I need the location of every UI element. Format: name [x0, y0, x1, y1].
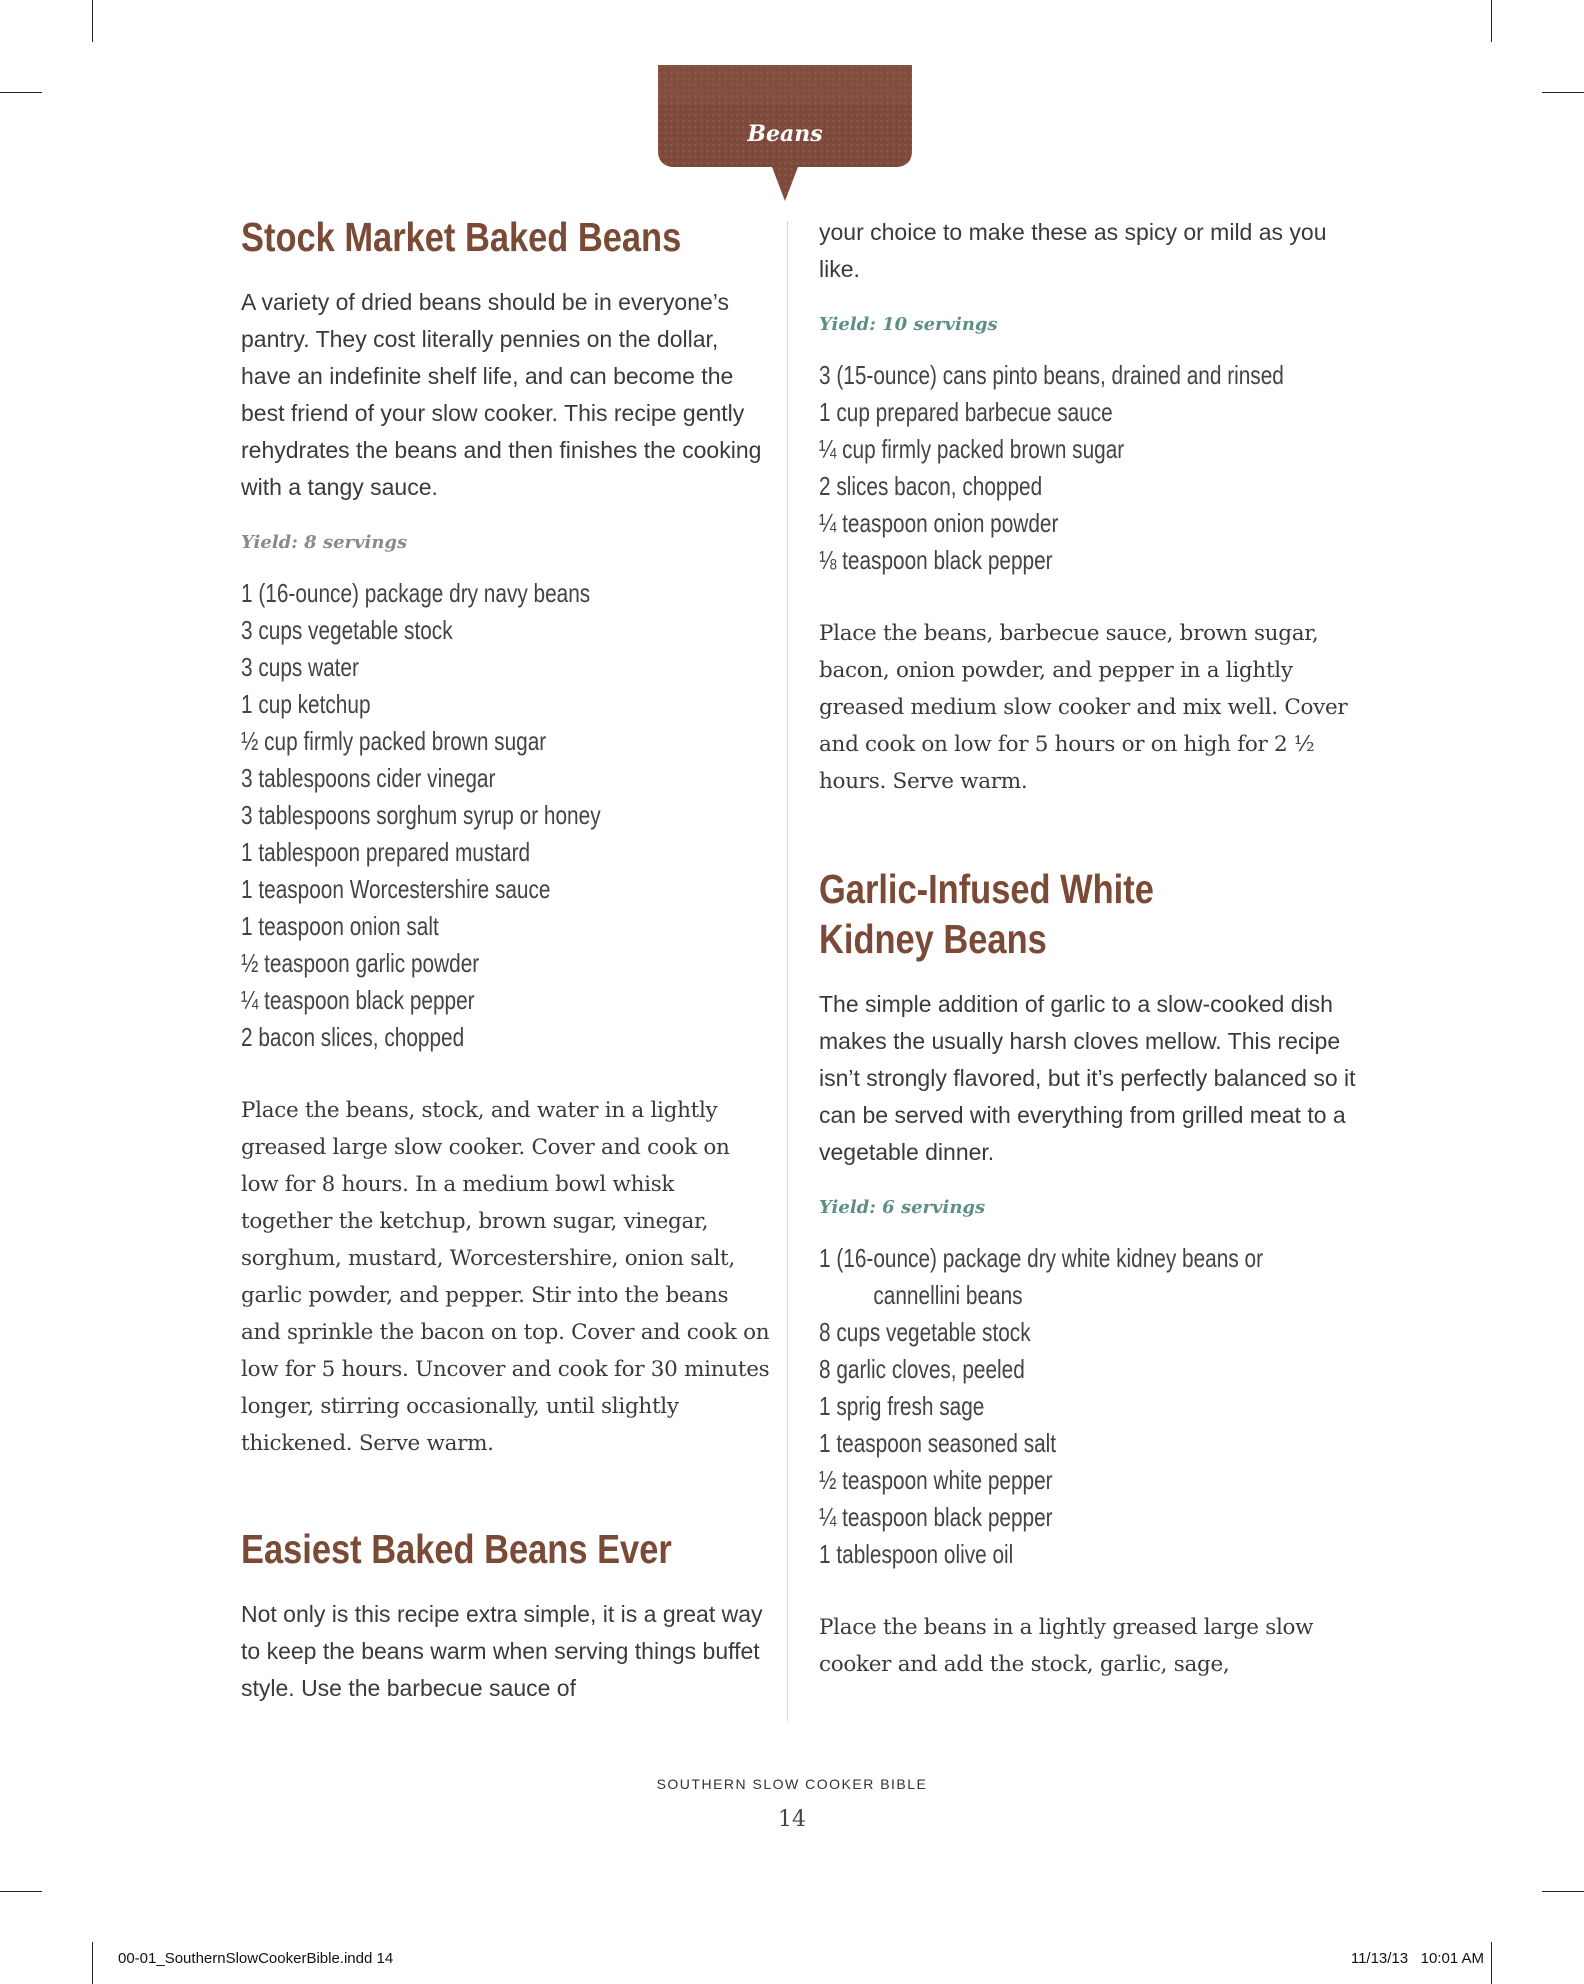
- recipe-method: Place the beans, stock, and water in a lightly greased large slow cooker. Cover and cook on low for 8 hours. In a medium bowl whisk together the ketchup, brown sugar, vinegar, sorghum, mustard, Worcestershire, onion salt, garlic powder, and pepper. Stir into the beans and sprinkle the bacon on top. Cover and cook on low for 5 hours. Uncover and cook for 30 minutes longer, stirring occasionally, until slightly thickened. Serve warm.: [241, 1098, 770, 1456]
- recipe-intro: Not only is this recipe extra simple, it is a great way to keep the beans warm when serving things buffet style. Use the barbecue sauce of: [241, 1601, 763, 1701]
- crop-mark: [0, 92, 42, 93]
- ingredient-item: 2 bacon slices, chopped: [241, 1022, 465, 1052]
- recipe-yield: Yield: 8 servings: [241, 532, 408, 553]
- crop-mark: [92, 0, 93, 42]
- crop-mark: [92, 1942, 93, 1984]
- section-label: Beans: [747, 121, 823, 147]
- ingredient-item: 1 cup prepared barbecue sauce: [819, 397, 1113, 427]
- ingredient-item: 3 tablespoons cider vinegar: [241, 763, 496, 793]
- recipe-yield: Yield: 10 servings: [819, 314, 998, 335]
- recipe-yield: Yield: 6 servings: [819, 1197, 986, 1218]
- ingredient-item: 8 cups vegetable stock: [819, 1317, 1031, 1347]
- crop-mark: [1542, 1891, 1584, 1892]
- ingredient-item: 3 cups vegetable stock: [241, 615, 453, 645]
- recipe-title: Easiest Baked Beans Ever: [241, 1526, 672, 1572]
- ingredient-item: 1 tablespoon prepared mustard: [241, 837, 531, 867]
- ingredient-item: 1 (16-ounce) package dry navy beans: [241, 578, 591, 608]
- ingredient-item: ¼ teaspoon black pepper: [241, 985, 475, 1015]
- column-divider: [787, 222, 788, 1722]
- ingredient-item: 2 slices bacon, chopped: [819, 471, 1043, 501]
- left-column: [241, 212, 771, 1707]
- ingredient-item: ⅛ teaspoon black pepper: [819, 545, 1053, 575]
- slug-file: 00-01_SouthernSlowCookerBible.indd 14: [118, 1950, 394, 1967]
- crop-mark: [1491, 1942, 1492, 1984]
- ingredient-item: ¼ teaspoon onion powder: [819, 508, 1059, 538]
- ingredient-item: 3 (15-ounce) cans pinto beans, drained and rinsed: [819, 360, 1284, 390]
- crop-mark: [1542, 92, 1584, 93]
- ingredient-item: 1 cup ketchup: [241, 689, 371, 719]
- ingredient-item: ¼ teaspoon black pepper: [819, 1502, 1053, 1532]
- ingredient-item: ½ teaspoon garlic powder: [241, 948, 480, 978]
- ingredient-item: 1 teaspoon Worcestershire sauce: [241, 874, 551, 904]
- ingredient-item: 8 garlic cloves, peeled: [819, 1354, 1025, 1384]
- ingredient-item-continued: cannellini beans: [873, 1280, 1023, 1310]
- recipe-title-line: Kidney Beans: [819, 916, 1047, 962]
- recipe-method: Place the beans, barbecue sauce, brown sugar, bacon, onion powder, and pepper in a lightly greased medium slow cooker and mix well. Cover and cook on low for 5 hours or on high for 2 ½ hours. Serve warm.: [819, 621, 1348, 794]
- right-column: [819, 212, 1359, 1683]
- ingredient-item: ½ cup firmly packed brown sugar: [241, 726, 547, 756]
- section-tab: [658, 65, 912, 165]
- slug-date-time: 11/13/13 10:01 AM: [1350, 1950, 1484, 1967]
- recipe-intro: The simple addition of garlic to a slow-cooked dish makes the usually harsh cloves mellow. This recipe isn’t strongly flavored, but it’s perfectly balanced so it can be served with everything from grilled meat to a vegetable dinner.: [819, 991, 1356, 1165]
- ingredient-list: [819, 357, 1359, 579]
- ingredient-item: 1 sprig fresh sage: [819, 1391, 985, 1421]
- recipe-method: Place the beans in a lightly greased large slow cooker and add the stock, garlic, sage,: [819, 1615, 1314, 1677]
- ingredient-item: 3 tablespoons sorghum syrup or honey: [241, 800, 601, 830]
- ingredient-item: ¼ cup firmly packed brown sugar: [819, 434, 1125, 464]
- ingredient-item: 1 teaspoon onion salt: [241, 911, 439, 941]
- ingredient-item: 1 teaspoon seasoned salt: [819, 1428, 1057, 1458]
- ingredient-item: ½ teaspoon white pepper: [819, 1465, 1053, 1495]
- ingredient-item: 1 (16-ounce) package dry white kidney beans or: [819, 1243, 1263, 1273]
- recipe-title: [819, 864, 1340, 964]
- recipe-intro: A variety of dried beans should be in everyone’s pantry. They cost literally pennies on the dollar, have an indefinite shelf life, and can become the best friend of your slow cooker. This recipe gently rehydrates the beans and then finishes the cooking with a tangy sauce.: [241, 289, 762, 500]
- crop-mark: [0, 1891, 42, 1892]
- recipe-intro-continued: your choice to make these as spicy or mild as you like.: [819, 219, 1327, 282]
- recipe-title: Stock Market Baked Beans: [241, 214, 682, 260]
- running-footer: SOUTHERN SLOW COOKER BIBLE: [656, 1776, 928, 1792]
- recipe-title-line: Garlic-Infused White: [819, 866, 1154, 912]
- ingredient-list: [819, 1240, 1359, 1573]
- ingredient-item: 1 tablespoon olive oil: [819, 1539, 1014, 1569]
- ingredient-item: 3 cups water: [241, 652, 359, 682]
- page-number: 14: [778, 1807, 806, 1832]
- ingredient-list: [241, 575, 771, 1056]
- crop-mark: [1491, 0, 1492, 42]
